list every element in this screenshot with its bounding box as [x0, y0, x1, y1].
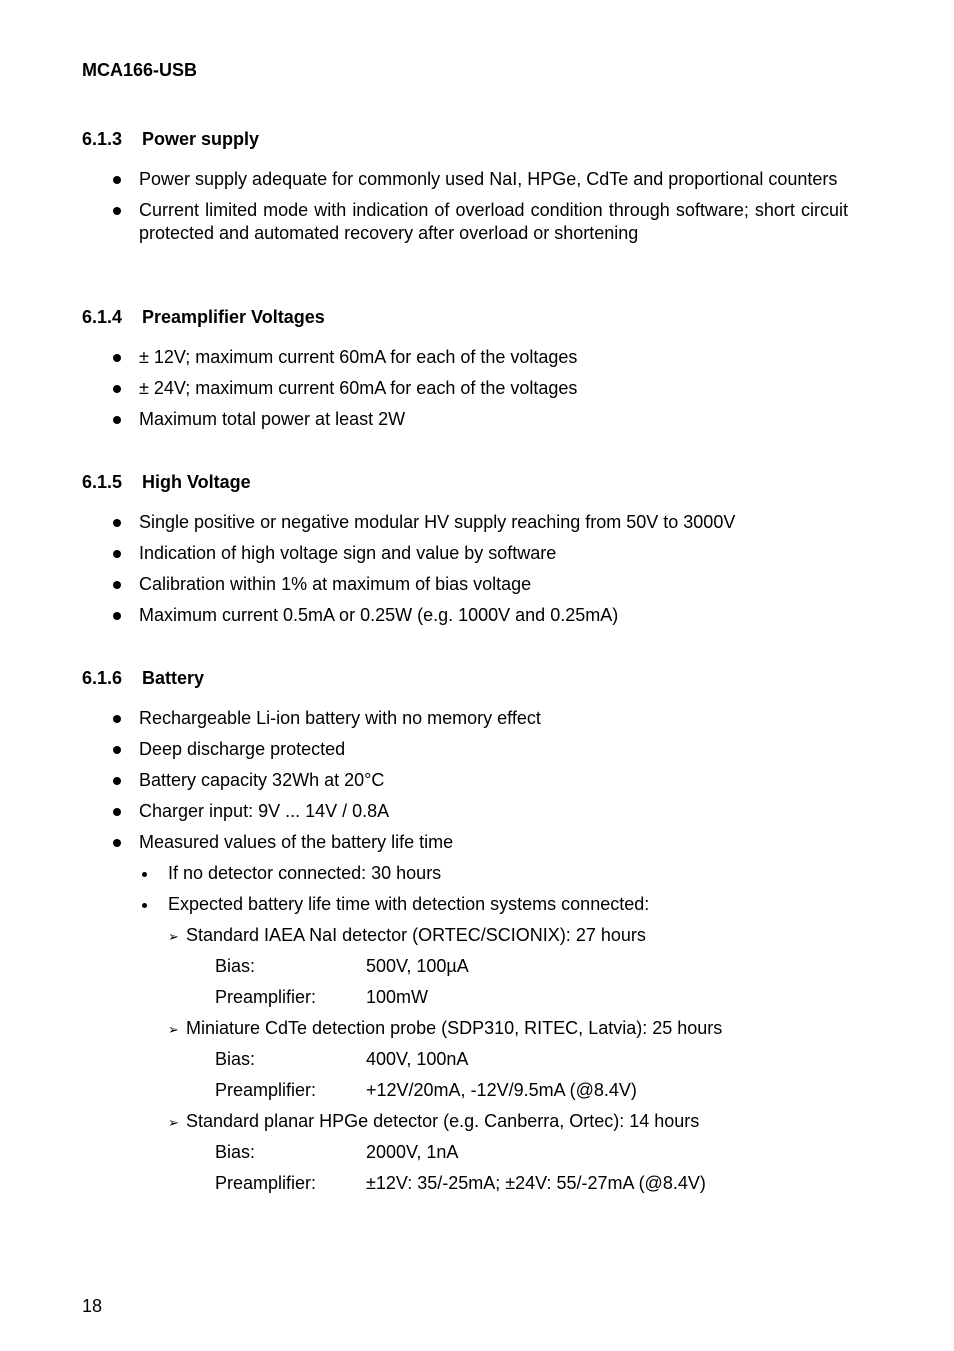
bullet-icon: [113, 354, 121, 362]
section-heading: [82, 128, 848, 150]
bullet-icon: [113, 207, 121, 215]
spec-row-preamplifier: Preamplifier: 100mW: [215, 987, 429, 1007]
bullet-list: [82, 707, 848, 1195]
arrowhead-icon: ➢: [168, 929, 179, 944]
section-number: 6.1.3: [82, 129, 123, 149]
spec-row-bias: Bias: 500V, 100µA: [215, 956, 469, 976]
list-item: Rechargeable Li-ion battery with no memory effect: [82, 707, 848, 730]
list-item: Current limited mode with indication of overload condition through software; short circuit protected and automated recovery after overload or shortening: [82, 199, 848, 245]
section-title: Battery: [142, 668, 205, 688]
section-number: 6.1.5: [82, 472, 123, 492]
list-item: ± 24V; maximum current 60mA for each of the voltages: [82, 377, 848, 400]
bullet-icon: [113, 550, 121, 558]
spec-row-bias: Bias: 2000V, 1nA: [215, 1142, 459, 1162]
bullet-list: [82, 168, 848, 245]
section-heading: [82, 471, 848, 493]
section-power-supply: [82, 128, 848, 253]
section-preamplifier-voltages: [82, 306, 848, 439]
sub-list-item: Expected battery life time with detection systems connected:: [82, 893, 848, 916]
spec-row-bias: Bias: 400V, 100nA: [215, 1049, 469, 1069]
list-item: ± 12V; maximum current 60mA for each of the voltages: [82, 346, 848, 369]
detector-item: ➢ Miniature CdTe detection probe (SDP310, RITEC, Latvia): 25 hours: [82, 1017, 848, 1040]
bullet-icon: [113, 808, 121, 816]
section-title: High Voltage: [142, 472, 251, 492]
list-item: Calibration within 1% at maximum of bias voltage: [82, 573, 848, 596]
list-item: Charger input: 9V ... 14V / 0.8A: [82, 800, 848, 823]
bullet-list: [82, 511, 848, 627]
detector-item: ➢ Standard planar HPGe detector (e.g. Canberra, Ortec): 14 hours: [82, 1110, 848, 1133]
bullet-icon: [113, 416, 121, 424]
list-item: Battery capacity 32Wh at 20°C: [82, 769, 848, 792]
list-item: Single positive or negative modular HV supply reaching from 50V to 3000V: [82, 511, 848, 534]
bullet-icon: [113, 715, 121, 723]
bullet-icon: [113, 777, 121, 785]
list-item: Power supply adequate for commonly used NaI, HPGe, CdTe and proportional counters: [82, 168, 848, 191]
list-item: Indication of high voltage sign and value by software: [82, 542, 848, 565]
detector-item: ➢ Standard IAEA NaI detector (ORTEC/SCIONIX): 27 hours: [82, 924, 848, 947]
list-item: Measured values of the battery life time: [82, 831, 848, 854]
section-title: Preamplifier Voltages: [142, 307, 325, 327]
section-battery: [82, 667, 848, 1203]
page-number: 18: [82, 1296, 103, 1316]
section-title: Power supply: [142, 129, 260, 149]
sub-list-item: If no detector connected: 30 hours: [82, 862, 848, 885]
bullet-icon: [113, 176, 121, 184]
list-item: Maximum total power at least 2W: [82, 408, 848, 431]
small-bullet-icon: [142, 903, 147, 908]
section-number: 6.1.4: [82, 307, 123, 327]
section-heading: [82, 667, 848, 689]
bullet-icon: [113, 612, 121, 620]
spec-row-preamplifier: Preamplifier: ±12V: 35/-25mA; ±24V: 55/-27mA (@8.4V): [215, 1173, 706, 1193]
section-high-voltage: [82, 471, 848, 635]
list-item: Deep discharge protected: [82, 738, 848, 761]
bullet-icon: [113, 746, 121, 754]
arrowhead-icon: ➢: [168, 1115, 179, 1130]
document-header: MCA166-USB: [82, 60, 198, 80]
bullet-list: [82, 346, 848, 431]
bullet-icon: [113, 839, 121, 847]
small-bullet-icon: [142, 872, 147, 877]
spec-row-preamplifier: Preamplifier: +12V/20mA, -12V/9.5mA (@8.4V): [215, 1080, 637, 1100]
section-number: 6.1.6: [82, 668, 123, 688]
bullet-icon: [113, 385, 121, 393]
bullet-icon: [113, 581, 121, 589]
list-item: Maximum current 0.5mA or 0.25W (e.g. 1000V and 0.25mA): [82, 604, 848, 627]
section-heading: [82, 306, 848, 328]
bullet-icon: [113, 519, 121, 527]
arrowhead-icon: ➢: [168, 1022, 179, 1037]
